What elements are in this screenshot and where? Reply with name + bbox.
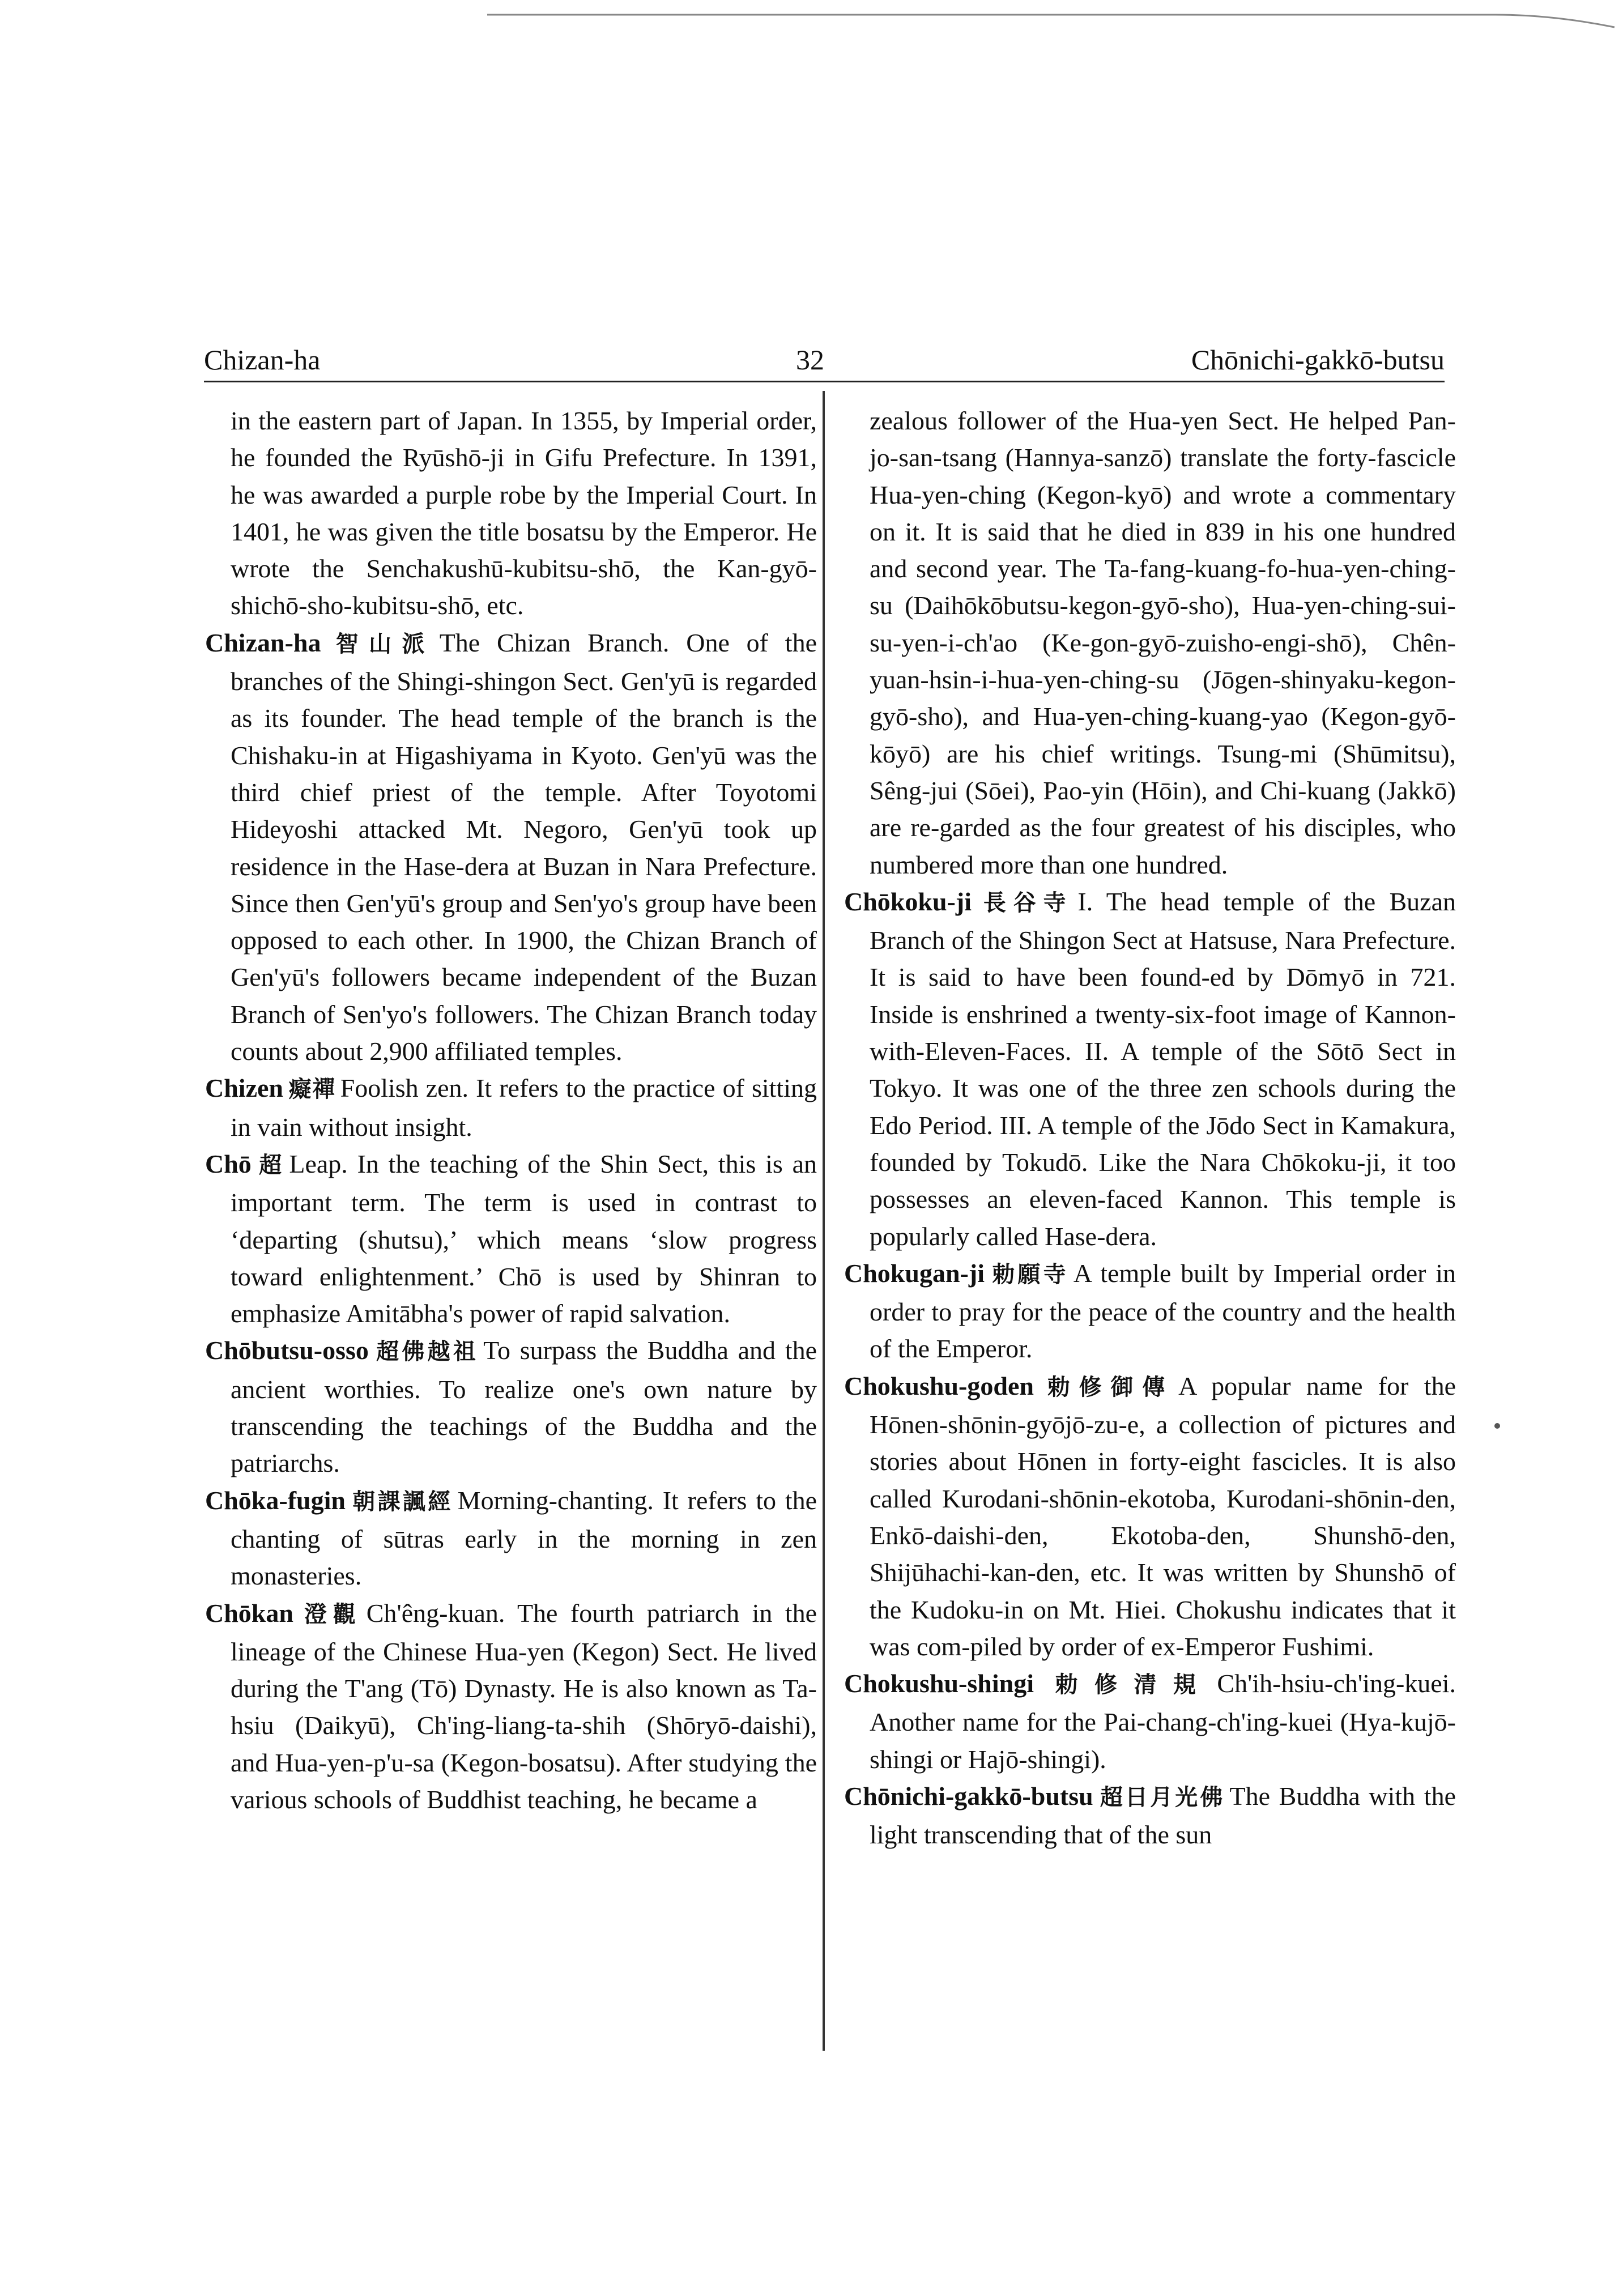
scan-speck <box>1494 1423 1500 1429</box>
entry-characters: 超佛越祖 <box>373 1339 479 1365</box>
entry-continuation: zealous follower of the Hua-yen Sect. He helped Pan-jo-san-tsang (Hannya-sanzō) translate the forty-fascicle Hua-yen-ching (Kegon-kyō) and wrote a commentary on it. It is said that he died in 839 in his one hundred and second year. The Ta-fang-kuang-fo-hua-yen-ching-su (Daihōkōbutsu-kegon-gyō-sho), Hua-yen-ching-sui-su-yen-i-ch'ao (Ke-gon-gyō-zuisho-engi-shō), Chên-yuan-hsin-i-hua-yen-ching-su (Jōgen-shinyaku-kegon-gyō-sho), and Hua-yen-ching-kuang-yao (Kegon-gyō-kōyō) are his chief writings. Tsung-mi (Shūmitsu), Sêng-jui (Sōei), Pao-yin (Hōin), and Chi-kuang (Jakkō) are re-garded as the four greatest of his disciples, who numbered more than one hundred. <box>870 406 1456 879</box>
entry-characters: 超 <box>255 1152 285 1178</box>
entry-characters: 澄觀 <box>297 1601 362 1628</box>
dictionary-entry <box>205 624 817 1070</box>
dictionary-entry <box>205 1070 817 1145</box>
entry-definition: I. The head temple of the Buzan Branch of the Shingon Sect at Hatsuse, Nara Prefecture. It is said to have been found-ed by Dōmyō in 721. Inside is enshrined a twenty-six-foot image of Kannon-with-Eleven-Faces. II. A temple of the Sōtō Sect in Tokyo. It was one of the three zen schools during the Edo Period. III. A temple of the Jōdo Sect in Kamakura, founded by Tokudō. Like the Nara Chōkoku-ji, it too possesses an eleven-faced Kannon. This temple is popularly called Hase-dera. <box>870 887 1456 1251</box>
entry-headword: Chokugan-ji <box>844 1258 985 1288</box>
dictionary-entry <box>205 1595 817 1818</box>
entry-headword: Chōka-fugin <box>205 1485 346 1515</box>
entry-headword: Chōkoku-ji <box>844 887 972 916</box>
page-number: 32 <box>796 344 824 376</box>
left-column <box>205 402 817 1818</box>
entry-definition: Morning-chanting. It refers to the chanting of sūtras early in the morning in zen monasteries. <box>231 1485 817 1591</box>
entry-headword: Chokushu-shingi <box>844 1669 1034 1698</box>
entry-characters: 癡禪 <box>288 1076 336 1103</box>
entry-headword: Chōbutsu-osso <box>205 1336 369 1365</box>
entry-characters: 勅願寺 <box>989 1261 1069 1288</box>
header-rule <box>204 381 1445 382</box>
entry-characters: 超日月光佛 <box>1097 1784 1225 1811</box>
entry-definition: Foolish zen. It refers to the practice of sitting in vain without insight. <box>231 1074 817 1141</box>
dictionary-entry <box>844 1255 1456 1368</box>
dictionary-entry <box>205 1145 817 1332</box>
entry-headword: Chōkan <box>205 1598 293 1628</box>
entry-definition: Ch'ih-hsiu-ch'ing-kuei. Another name for the Pai-chang-ch'ing-kuei (Hya-kujō-shingi or Hajō-shingi). <box>870 1669 1456 1774</box>
entry-headword: Chō <box>205 1149 252 1178</box>
right-column <box>844 402 1456 1854</box>
dictionary-entry <box>844 1368 1456 1665</box>
entry-characters: 勅修清規 <box>1038 1672 1213 1698</box>
entry-definition: Ch'êng-kuan. The fourth patriarch in the lineage of the Chinese Hua-yen (Kegon) Sect. He lived during the T'ang (Tō) Dynasty. He is also known as Ta-hsiu (Daikyū), Ch'ing-liang-ta-shih (Shōryō-daishi), and Hua-yen-p'u-sa (Kegon-bosatsu). After studying the various schools of Buddhist teaching, he became a <box>231 1598 817 1814</box>
entry-continuation: in the eastern part of Japan. In 1355, by Imperial order, he founded the Ryūshō-ji in Gifu Prefecture. In 1391, he was awarded a purple robe by the Imperial Court. In 1401, he was given the title bosatsu by the Emperor. He wrote the Senchakushū-kubitsu-shō, the Kan-gyō-shichō-sho-kubitsu-shō, etc. <box>231 406 817 620</box>
entry-headword: Chizan-ha <box>205 628 321 657</box>
entry-definition: The Chizan Branch. One of the branches of the Shingi-shingon Sect. Gen'yū is regarded as its founder. The head temple of the branch is the Chishaku-in at Higashiyama in Kyoto. Gen'yū was the third chief priest of the temple. After Toyotomi Hideyoshi attacked Mt. Negoro, Gen'yū took up residence in the Hase-dera at Buzan in Nara Prefecture. Since then Gen'yū's group and Sen'yo's group have been opposed to each other. In 1900, the Chizan Branch of Gen'yū's followers became independent of the Buzan Branch of Sen'yo's followers. The Chizan Branch today counts about 2,900 affiliated temples. <box>231 628 817 1066</box>
entry-headword: Chōnichi-gakkō-butsu <box>844 1781 1093 1811</box>
entry-characters: 長谷寺 <box>975 889 1074 916</box>
column-divider <box>823 391 825 2051</box>
entry-definition: A popular name for the Hōnen-shōnin-gyōjō-zu-e, a collection of pictures and stories about Hōnen in forty-eight fascicles. It is also called Kurodani-shōnin-ekotoba, Kurodani-shōnin-den, Enkō-daishi-den, Ekotoba-den, Shunshō-den, Shijūhachi-kan-den, etc. It was written by Shunshō of the Kudoku-in on Mt. Hiei. Chokushu indicates that it was com-piled by order of ex-Emperor Fushimi. <box>870 1371 1456 1661</box>
dictionary-entry <box>844 883 1456 1255</box>
entry-definition: Leap. In the teaching of the Shin Sect, this is an important term. The term is used in contrast to ‘departing (shutsu),’ which means ‘slow progress toward enlightenment.’ Chō is used by Shinran to emphasize Amitābha's power of rapid salvation. <box>231 1149 817 1328</box>
dictionary-entry <box>844 1778 1456 1854</box>
dictionary-entry <box>205 1482 817 1595</box>
dictionary-entry <box>844 1665 1456 1778</box>
entry-characters: 智山派 <box>325 631 435 657</box>
entry-headword: Chizen <box>205 1074 283 1103</box>
scan-edge-mark <box>487 10 1620 29</box>
entry-headword: Chokushu-goden <box>844 1371 1034 1400</box>
entry-definition: A temple built by Imperial order in order to pray for the peace of the country and the health of the Emperor. <box>870 1258 1456 1364</box>
page-header <box>204 334 1445 385</box>
entry-definition: To surpass the Buddha and the ancient worthies. To realize one's own nature by transcending the teachings of the Buddha and the patriarchs. <box>231 1336 817 1478</box>
entry-definition: The Buddha with the light transcending that of the sun <box>870 1781 1456 1850</box>
entry-characters: 朝課諷經 <box>350 1488 453 1515</box>
dictionary-entry <box>205 1332 817 1481</box>
left-guide-word: Chizan-ha <box>204 344 321 376</box>
right-guide-word: Chōnichi-gakkō-butsu <box>1191 344 1445 376</box>
entry-characters: 勅修御傳 <box>1038 1374 1174 1400</box>
